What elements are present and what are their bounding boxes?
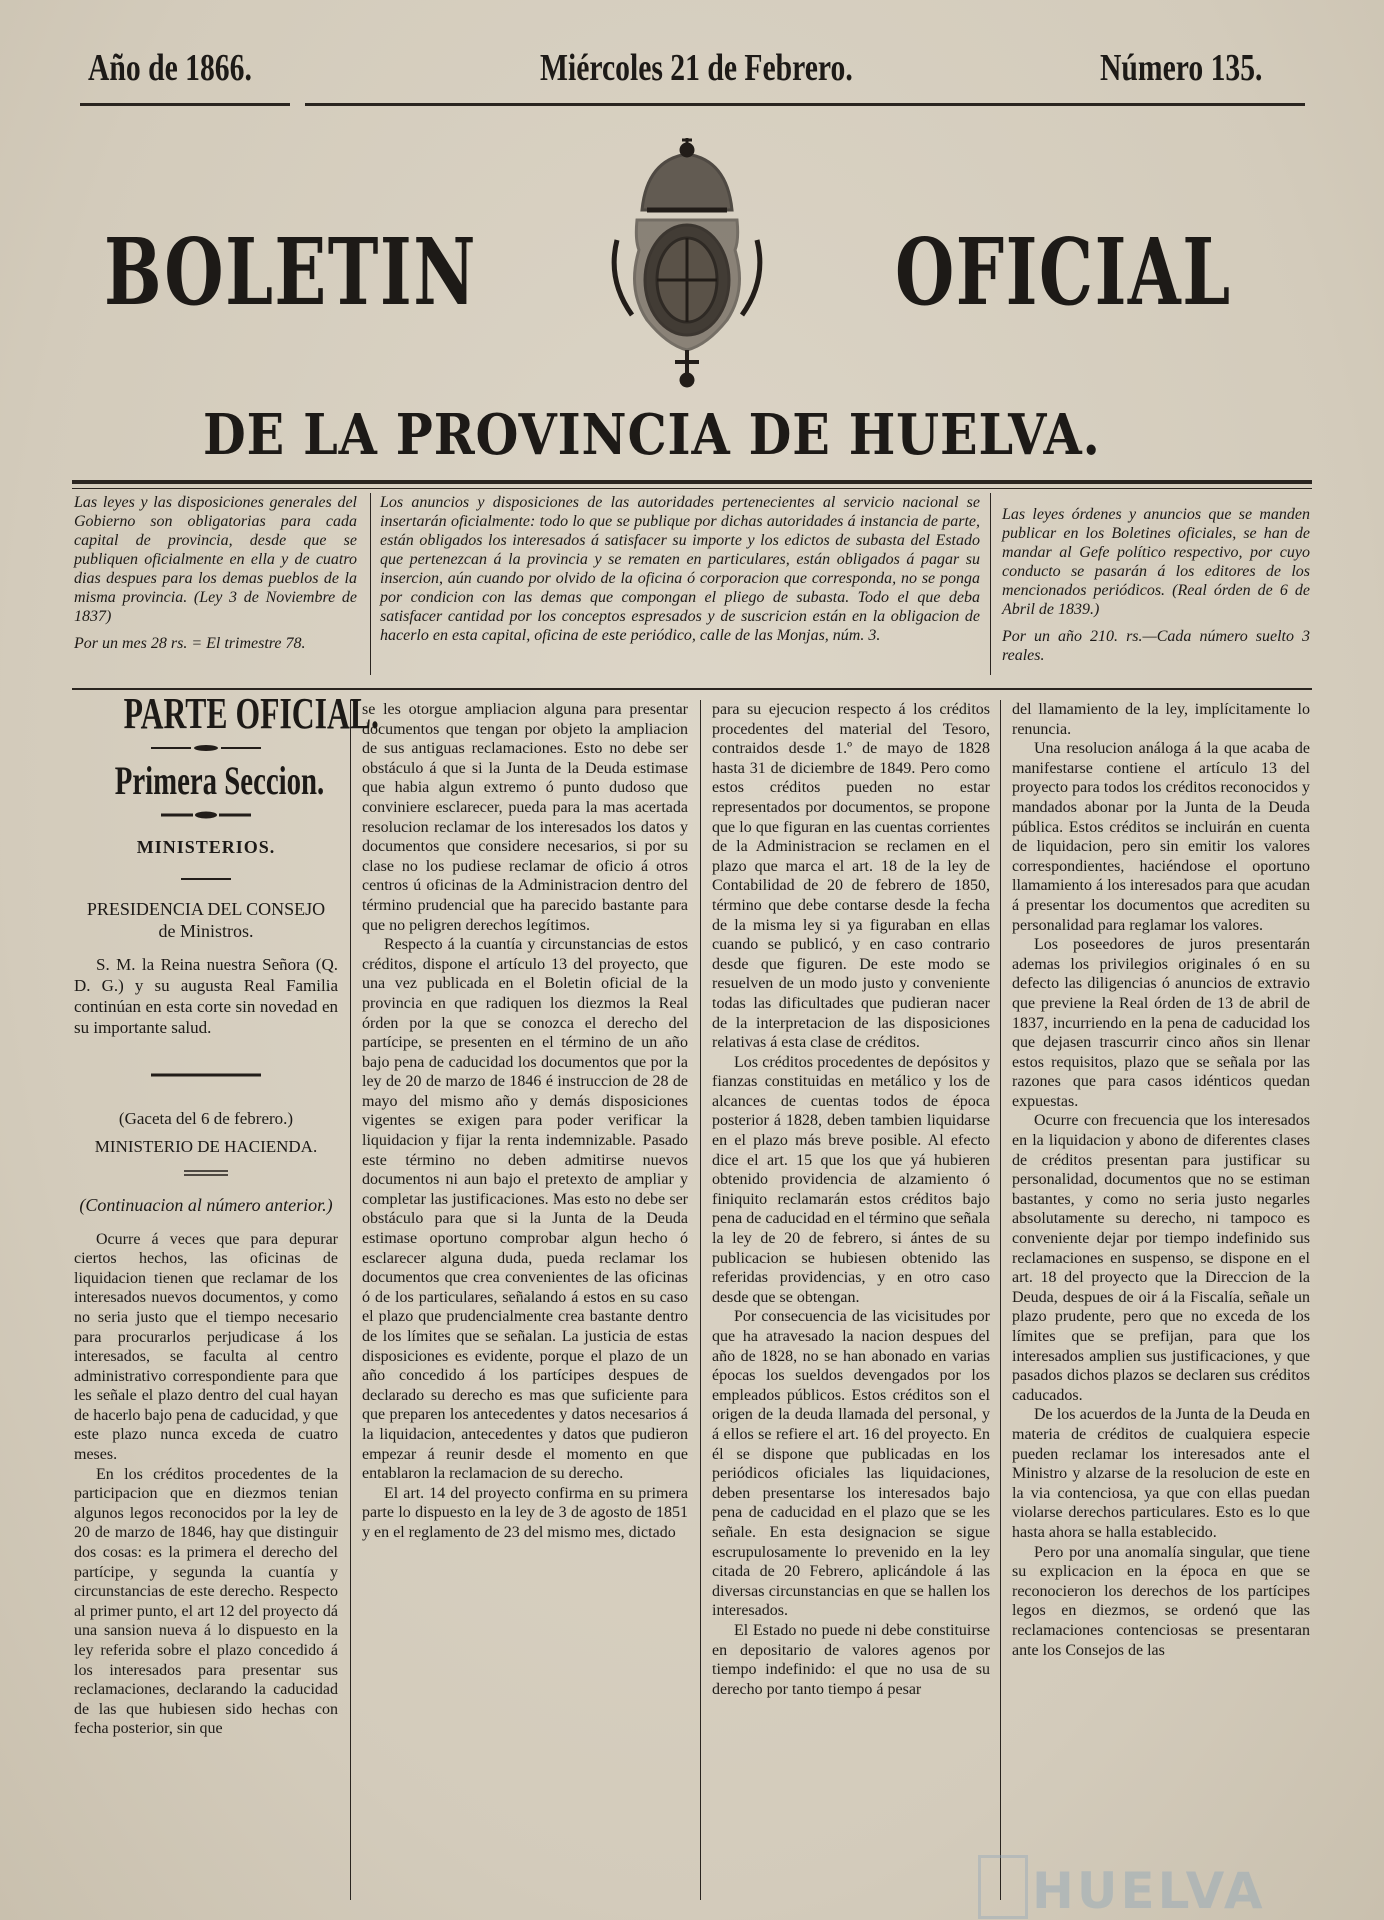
column3-paragraph-1: para su ejecucion respecto á los créditos procedentes del material del Tesoro, contraidos desde 1.º de mayo de 1828 hasta 31 de diciembre de 1849. Pero como estos créditos pueden no estar representados por documentos, se propone que lo que figuran en las cuentas corrientes de la Administracion se reclamen en el plazo que marca el art. 18 de la ley de Contabilidad de 20 de febrero de 1850, término que debe contarse desde la fecha de la misma ley si ya figuraban en ellas cuando se publicó, y en caso contrario desde que figuren. De este modo se resuelven de un modo justo y conveniente todas las dificultades que pudieran nacer de la interpretacion de las disposiciones relativas á esta clase de créditos. — [712, 701, 990, 1052]
parte-oficial-heading: PARTE OFICIAL. — [123, 689, 379, 738]
column4-paragraph-1: del llamamiento de la ley, implícitamente lo renuncia. — [1012, 701, 1310, 738]
column2-paragraph-3: El art. 14 del proyecto confirma en su primera parte lo dispuesto en la ley de 3 de agosto de 1851 y en el reglamento de 23 del mismo mes, dictado — [362, 1484, 688, 1541]
issue-number: Número 135. — [1100, 47, 1263, 89]
coat-of-arms-icon — [587, 140, 787, 390]
article-column-2 — [362, 700, 688, 1912]
intro-right-price: Por un año 210. rs.—Cada número suelto 3 reales. — [1002, 628, 1310, 664]
intro-divider-2 — [990, 493, 991, 675]
column-divider-2 — [700, 700, 701, 1900]
intro-notice-right — [1002, 505, 1310, 675]
column1-paragraph-1: Ocurre á veces que para depurar ciertos hechos, las oficinas de liquidacion tienen que reclamar de los interesados nuevos documentos, y como no seria justo que el tiempo necesario para procurarlos perjudicase á los interesados, se faculta al centro administrativo correspondiente para que les señale el plazo dentro del cual hayan de hacerlo bajo pena de caducidad, y que este plazo nunca exceda de cuatro meses. — [74, 1230, 338, 1464]
ornament-divider-2 — [74, 805, 338, 825]
intro-left-text: Las leyes y las disposiciones generales del Gobierno son obligatorias para cada capital de provincia, desde que se publiquen oficialmente en ella y de cuatro dias despues para los demas pueblos de la misma provincia. (Ley 3 de Noviembre de 1837) — [74, 494, 357, 625]
intro-right-text: Las leyes órdenes y anuncios que se manden publicar en los Boletines oficiales, se han de mandar al Gefe político respectivo, por cuyo conducto se pasarán á los editores de los mencionados periódicos. (Real órden de 6 de Abril de 1839.) — [1002, 506, 1310, 618]
column3-paragraph-3: Por consecuencia de las vicisitudes por que ha atravesado la nacion despues del año de 1828, no se han abonado en varias épocas los sueldos devengados por los empleados públicos. Estos créditos son el origen de la deuda llamada del personal, y á ellos se refiere el art. 16 del proyecto. En él se dispone que publicadas en los periódicos oficiales las liquidaciones, deben presentarse los interesados bajo pena de caducidad en el plazo que se les señale. En esta designacion se sigue escrupulosamente lo prevenido en la ley citada de 20 Febrero, aplicándole á las diversas circunstancias en que se hallen los interesados. — [712, 1308, 990, 1620]
column2-paragraph-1: se les otorgue ampliacion alguna para presentar documentos que tengan por objeto la ampliacion de sus antiguas reclamaciones. Esto no debe ser obstáculo á que si la Junta de la Deuda estimase que habia algun extremo ó punto dudoso que conviniere esclarecer, pueda para la mas acertada resolucion reclamar de los interesados los datos y documentos que considere necesarios, si por su clase no los pudiese reclamar de oficio á otros centros ú oficinas de la Administracion dentro del término prudencial que ha parecido bastante para que no peligren derechos legítimos. — [362, 701, 688, 934]
paragraph-reina: S. M. la Reina nuestra Señora (Q. D. G.) y su augusta Real Familia continúan en esta corte sin novedad en su importante salud. — [74, 954, 338, 1037]
column3-paragraph-2: Los créditos procedentes de depósitos y fianzas constituidas en metálico y los de alcances de cuentas todos de época posterior á 1828, deben tambien liquidarse en el plazo más breve posible. Al efecto dice el art. 15 que los que yá hubieren obtenido providencia de alzamiento ó finiquito reclamarán estos créditos bajo pena de caducidad en el término que señala la ley de 20 de febrero, si ántes de su publicacion se hubiesen obtenido las referidas providencias, y en otro caso desde que se obtengan. — [712, 1053, 990, 1306]
ornament-divider-3 — [74, 868, 338, 888]
masthead-boletin: BOLETIN — [104, 218, 477, 326]
ornament-divider-1 — [74, 738, 338, 758]
intro-left-price: Por un mes 28 rs. = El trimestre 78. — [74, 635, 306, 652]
issue-date: Miércoles 21 de Febrero. — [540, 47, 853, 89]
intro-center-text: Los anuncios y disposiciones de las autoridades pertenecientes al servicio nacional se insertarán oficialmente: todo lo que se publique por dichas autoridades á instancia de parte, están obligados los interesados á satisfacer su importe y los edictos de subasta del Estado que pertenezcan á la provincia y se rematen en particulares, están obligados á pagar su insercion, aún cuando por olvido de la oficina ó corporacion que corresponda, no se ponga por condicion con las demas que compongan el pliego de subasta. Todo el que deba satisfacer cantidad por los conceptos espresados y de suscricion están en la obligacion de hacerlo en esta capital, oficina de este periódico, calle de las Monjas, núm. 3. — [380, 494, 980, 644]
masthead-rule-thin — [72, 488, 1312, 489]
column1-paragraph-2: En los créditos procedentes de la participacion que en diezmos tenian algunos legos reconocidos por la ley de 20 de marzo de 1846, hay que distinguir dos cosas: es la primera el derecho del partícipe, y segunda la cuantía y circunstancias de este derecho. Respecto al primer punto, el art 12 del proyecto dá una sansion nueva á lo dispuesto en la ley referida sobre el plazo concedido á los interesados para presentar sus reclamaciones, declarando la caducidad de las que hubiesen sido hechas con fecha posterior, sin que — [74, 1465, 338, 1738]
intro-notice-left — [74, 493, 357, 668]
primera-seccion-heading: Primera Seccion. — [114, 758, 325, 804]
article-column-3 — [712, 700, 990, 1912]
header-rule-right — [305, 103, 1305, 106]
watermark-logo-icon — [978, 1855, 1028, 1919]
intro-divider-1 — [370, 493, 371, 675]
presidencia-heading: PRESIDENCIA DEL CONSEJO de Ministros. — [86, 898, 326, 941]
gaceta-line: (Gaceta del 6 de febrero.) — [118, 1109, 294, 1129]
continuacion-line: (Continuacion al número anterior.) — [79, 1194, 333, 1215]
ornament-divider-4 — [74, 1064, 338, 1084]
column4-paragraph-3: Los poseedores de juros presentarán ademas los privilegios originales ó en su defecto las diligencias ó anuncios de extravio que previene la Real órden de 13 de abril de 1837, incurriendo en la pena de caducidad los que dejasen trascurrir cinco años sin llenar estos requisitos, plazo que se señala por las razones que para casos idénticos quedan expuestas. — [1012, 936, 1310, 1110]
watermark-text: HUELVA — [1032, 1862, 1266, 1920]
column-divider-3 — [1000, 700, 1001, 1900]
article-column-4 — [1012, 700, 1310, 1912]
header-rule-left — [80, 103, 290, 106]
column4-paragraph-2: Una resolucion análoga á la que acaba de manifestarse contiene el artículo 13 del proyecto para todos los créditos reconocidos y mandados abonar por la Junta de la Deuda pública. Estos créditos se incluirán en cuenta de liquidacion, pero sin emitir los valores correspondientes, haciéndose el oportuno llamamiento á los interesados para que acudan á presentar los documentos que acrediten su personalidad para reglamar los valores. — [1012, 740, 1310, 934]
hacienda-heading: MINISTERIO DE HACIENDA. — [94, 1136, 318, 1156]
column4-paragraph-4: Ocurre con frecuencia que los interesados en la liquidacion y abono de diferentes clases de créditos presentan para justificar su personalidad, documentos que no se estiman bastantes, y como no seria justo negarles absolutamente su derecho, ni tampoco es conveniente dejar por tiempo indefinido sus reclamaciones en suspenso, se dispone en el art. 18 del proyecto que la Direccion de la Deuda, despues de oir á la Fiscalía, señale un plazo prudente, pero que no exceda de los límites que se prefijan, para que los interesados amplien sus justificaciones, y que pasados dichos plazos se declaren sus créditos caducados. — [1012, 1112, 1310, 1404]
ornament-divider-5 — [74, 1162, 338, 1182]
column3-paragraph-4: El Estado no puede ni debe constituirse en depositario de valores agenos por tiempo indefinido: el que no usa de su derecho por tanto tiempo á pesar — [712, 1621, 990, 1698]
column2-paragraph-2: Respecto á la cuantía y circunstancias de estos créditos, dispone el artículo 13 del proyecto, que una vez publicada en el Boletin oficial de la provincia en que radiquen los diezmos la Real órden por la que se conozca el derecho del partícipe, se presenten en el término de un año bajo pena de caducidad los documentos que por la ley de 20 de marzo de 1846 é instruccion de 28 de mayo del mismo año y demás disposiciones vigentes se exigen para poder verificar la liquidacion y fijar la renta indemnizable. Pasado este término no deben admitirse nuevos documentos ni aun bajo el pretexto de ampliar y completar las justificaciones. Mas esto no debe ser obstáculo para que si la Junta de la Deuda estimase oportuno comprobar algun hecho ó esclarecer alguna duda, pueda reclamar los documentos que crea convenientes de las oficinas ó de los particulares, señalando á estos en su caso el plazo que prudencialmente crea bastante dentro de los límites que se señalan. La justicia de estas disposiciones es evidente, porque el plazo de un año concedido á los partícipes despues de declarado su derecho es mas que suficiente para que preparen los antecedentes y datos necesarios á la liquidacion, antecedentes y datos que pudieron empezar á reunir desde el momento en que entablaron la reclamacion de su derecho. — [362, 936, 688, 1483]
masthead-oficial: OFICIAL — [895, 218, 1232, 326]
masthead-rule — [72, 480, 1312, 484]
issue-year: Año de 1866. — [88, 47, 252, 89]
column4-paragraph-5: De los acuerdos de la Junta de la Deuda en materia de créditos de cualquiera especie pueden reclamar los interesados ante el Ministro y alzarse de la resolucion de este en la via contenciosa, ya que con ellas puedan violarse derechos particulares. Esto es lo que hasta ahora se halla establecido. — [1012, 1406, 1310, 1541]
column-divider-1 — [350, 700, 351, 1900]
intro-notice-center — [380, 493, 980, 681]
column4-paragraph-6: Pero por una anomalía singular, que tiene su explicacion en la época en que se reconocieron los derechos de los partícipes legos en diezmos, se ordenó que las reclamaciones contenciosas se presentaran ante los Consejos de las — [1012, 1543, 1310, 1659]
article-column-1 — [74, 689, 379, 1912]
masthead-subtitle: DE LA PROVINCIA DE HUELVA. — [203, 402, 1101, 468]
ministerios-heading: MINISTERIOS. — [136, 837, 276, 858]
